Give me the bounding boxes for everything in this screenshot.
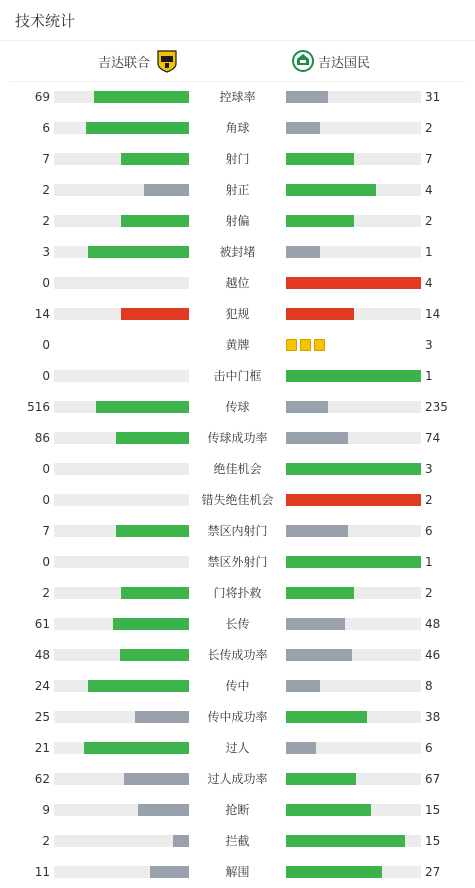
away-bar-fill <box>286 215 354 227</box>
stat-row <box>0 175 475 206</box>
stat-row <box>0 578 475 609</box>
home-stat-value: 6 <box>42 121 50 135</box>
stat-label: 禁区外射门 <box>207 555 268 569</box>
home-stat-bar <box>54 432 189 444</box>
away-stat-value: 4 <box>425 183 433 197</box>
away-bar-fill <box>286 432 348 444</box>
home-stat-value: 7 <box>42 524 50 538</box>
away-bar-fill <box>286 91 328 103</box>
away-bar-fill <box>286 773 356 785</box>
home-stat-value: 48 <box>34 648 50 662</box>
yellow-card-icon <box>300 339 311 351</box>
stat-row <box>0 485 475 516</box>
home-bar-fill <box>121 308 189 320</box>
stat-row <box>0 237 475 268</box>
away-bar-fill <box>286 184 376 196</box>
stat-label: 解围 <box>225 865 250 879</box>
stat-label: 传中成功率 <box>207 710 268 724</box>
home-stat-value: 11 <box>34 865 50 879</box>
home-stat-bar <box>54 742 189 754</box>
home-stat-value: 0 <box>42 462 50 476</box>
home-bar-fill <box>173 835 189 847</box>
away-stat-bar <box>286 494 421 506</box>
stats-list <box>0 82 475 888</box>
away-stat-bar <box>286 246 421 258</box>
home-stat-value: 21 <box>34 741 50 755</box>
yellow-card-icon <box>314 339 325 351</box>
stat-label: 抢断 <box>225 803 250 817</box>
home-bar-fill <box>94 91 189 103</box>
away-stat-bar <box>286 835 421 847</box>
away-stat-value: 38 <box>425 710 441 724</box>
away-stat-bar <box>286 370 421 382</box>
stat-label: 长传成功率 <box>207 648 268 662</box>
home-team-name: 吉达联合 <box>97 55 150 71</box>
away-stat-bar <box>286 401 421 413</box>
stat-label: 犯规 <box>225 307 250 321</box>
away-stat-bar <box>286 804 421 816</box>
away-bar-fill <box>286 618 345 630</box>
home-stat-value: 24 <box>34 679 50 693</box>
home-stat-value: 2 <box>42 214 50 228</box>
home-bar-fill <box>120 649 189 661</box>
away-team-name: 吉达国民 <box>318 55 371 71</box>
home-bar-fill <box>121 215 189 227</box>
stat-row <box>0 702 475 733</box>
home-stat-bar <box>54 525 189 537</box>
away-bar-fill <box>286 525 348 537</box>
away-bar-fill <box>286 277 421 289</box>
home-stat-bar <box>54 370 189 382</box>
away-stat-value: 14 <box>425 307 441 321</box>
away-stat-value: 7 <box>425 152 433 166</box>
away-stat-bar <box>286 866 421 878</box>
stat-row <box>0 299 475 330</box>
team-header <box>10 41 465 82</box>
away-stat-value: 27 <box>425 865 441 879</box>
away-bar-fill <box>286 463 421 475</box>
stat-row <box>0 640 475 671</box>
stat-label: 传中 <box>225 679 250 693</box>
away-stat-bar <box>286 525 421 537</box>
stat-row <box>0 82 475 113</box>
stat-row <box>0 144 475 175</box>
stat-label: 被封堵 <box>219 245 256 259</box>
home-bar-fill <box>121 153 189 165</box>
home-stat-bar <box>54 866 189 878</box>
home-stat-bar <box>54 308 189 320</box>
away-bar-fill <box>286 556 421 568</box>
stat-label: 黄牌 <box>225 338 250 352</box>
home-bar-fill <box>88 680 189 692</box>
stat-label: 角球 <box>225 121 250 135</box>
away-stat-value: 8 <box>425 679 433 693</box>
stat-row <box>0 609 475 640</box>
home-stat-bar <box>54 556 189 568</box>
home-stat-bar <box>54 463 189 475</box>
al-ittihad-crest-icon <box>156 49 178 73</box>
away-stat-value: 1 <box>425 369 433 383</box>
home-bar-fill <box>124 773 189 785</box>
away-bar-fill <box>286 804 371 816</box>
away-stat-bar <box>286 432 421 444</box>
away-stat-bar <box>286 184 421 196</box>
away-bar-fill <box>286 153 354 165</box>
home-stat-bar <box>54 773 189 785</box>
away-stat-value: 3 <box>425 338 433 352</box>
stat-label: 拦截 <box>225 834 250 848</box>
away-stat-bar <box>286 742 421 754</box>
away-stat-bar <box>286 711 421 723</box>
stat-row <box>0 826 475 857</box>
home-stat-value: 2 <box>42 834 50 848</box>
home-stat-bar <box>54 494 189 506</box>
home-bar-fill <box>86 122 189 134</box>
away-bar-fill <box>286 835 405 847</box>
stat-label: 传球成功率 <box>207 431 268 445</box>
home-stat-value: 7 <box>42 152 50 166</box>
away-stat-bar <box>286 556 421 568</box>
away-stat-bar <box>286 463 421 475</box>
stat-label: 控球率 <box>219 90 256 104</box>
stat-row <box>0 454 475 485</box>
home-stat-value: 0 <box>42 369 50 383</box>
away-stat-value: 4 <box>425 276 433 290</box>
away-stat-value: 235 <box>425 400 448 414</box>
home-team <box>98 41 178 81</box>
stat-label: 射门 <box>225 152 250 166</box>
home-stat-value: 9 <box>42 803 50 817</box>
home-stat-bar <box>54 122 189 134</box>
away-bar-fill <box>286 711 367 723</box>
home-bar-fill <box>84 742 189 754</box>
away-stat-bar <box>286 680 421 692</box>
yellow-cards <box>286 339 325 351</box>
stat-row <box>0 516 475 547</box>
home-bar-fill <box>138 804 189 816</box>
away-stat-value: 2 <box>425 493 433 507</box>
stat-label: 错失绝佳机会 <box>201 493 274 507</box>
away-stat-bar <box>286 618 421 630</box>
away-stat-value: 48 <box>425 617 441 631</box>
away-bar-fill <box>286 494 421 506</box>
away-bar-fill <box>286 401 328 413</box>
away-bar-fill <box>286 649 352 661</box>
stat-row <box>0 268 475 299</box>
away-stat-bar <box>286 773 421 785</box>
home-stat-value: 0 <box>42 555 50 569</box>
stat-label: 越位 <box>225 276 250 290</box>
stat-row <box>0 113 475 144</box>
home-bar-fill <box>116 525 189 537</box>
home-stat-value: 0 <box>42 276 50 290</box>
home-stat-bar <box>54 618 189 630</box>
away-stat-bar <box>286 153 421 165</box>
stat-row <box>0 361 475 392</box>
away-stat-bar <box>286 91 421 103</box>
home-stat-bar <box>54 804 189 816</box>
home-stat-value: 69 <box>34 90 50 104</box>
home-stat-bar <box>54 587 189 599</box>
away-stat-value: 1 <box>425 245 433 259</box>
away-bar-fill <box>286 122 320 134</box>
away-bar-fill <box>286 742 316 754</box>
stat-label: 击中门框 <box>213 369 262 383</box>
stat-label: 过人成功率 <box>207 772 268 786</box>
away-stat-value: 2 <box>425 586 433 600</box>
home-bar-fill <box>150 866 189 878</box>
home-bar-fill <box>96 401 189 413</box>
stat-row <box>0 330 475 361</box>
home-bar-fill <box>144 184 189 196</box>
away-stat-value: 2 <box>425 121 433 135</box>
stat-row <box>0 206 475 237</box>
away-stat-value: 31 <box>425 90 441 104</box>
home-stat-bar <box>54 711 189 723</box>
away-stat-value: 1 <box>425 555 433 569</box>
section-header <box>0 0 475 41</box>
away-stat-value: 3 <box>425 462 433 476</box>
stat-row <box>0 795 475 826</box>
home-stat-value: 2 <box>42 586 50 600</box>
stat-label: 射偏 <box>225 214 250 228</box>
stat-label: 过人 <box>225 741 250 755</box>
stat-label: 禁区内射门 <box>207 524 268 538</box>
stat-row <box>0 733 475 764</box>
away-stat-value: 46 <box>425 648 441 662</box>
stat-row <box>0 857 475 888</box>
away-stat-bar <box>286 587 421 599</box>
home-stat-value: 61 <box>34 617 50 631</box>
stat-label: 长传 <box>225 617 250 631</box>
stat-row <box>0 671 475 702</box>
home-bar-fill <box>135 711 189 723</box>
home-bar-fill <box>88 246 189 258</box>
stat-row <box>0 547 475 578</box>
home-stat-bar <box>54 91 189 103</box>
home-stat-value: 0 <box>42 338 50 352</box>
stat-label: 传球 <box>225 400 250 414</box>
home-stat-value: 3 <box>42 245 50 259</box>
away-bar-fill <box>286 866 382 878</box>
stat-label: 门将扑救 <box>213 586 262 600</box>
home-stat-value: 14 <box>34 307 50 321</box>
home-stat-bar <box>54 184 189 196</box>
away-stat-value: 67 <box>425 772 441 786</box>
away-stat-value: 74 <box>425 431 441 445</box>
away-stat-value: 6 <box>425 524 433 538</box>
away-stat-value: 15 <box>425 803 441 817</box>
home-stat-bar <box>54 680 189 692</box>
yellow-card-icon <box>286 339 297 351</box>
away-stat-value: 6 <box>425 741 433 755</box>
away-team <box>292 41 370 81</box>
home-stat-value: 25 <box>34 710 50 724</box>
stat-row <box>0 392 475 423</box>
away-stat-bar <box>286 122 421 134</box>
stat-row <box>0 423 475 454</box>
al-ahli-crest-icon <box>292 49 314 73</box>
away-bar-fill <box>286 370 421 382</box>
home-stat-value: 2 <box>42 183 50 197</box>
page-title: 技术统计 <box>15 11 76 30</box>
home-stat-bar <box>54 835 189 847</box>
home-stat-bar <box>54 215 189 227</box>
away-stat-value: 15 <box>425 834 441 848</box>
away-stat-bar <box>286 215 421 227</box>
home-bar-fill <box>113 618 189 630</box>
away-stat-bar <box>286 649 421 661</box>
away-stat-bar <box>286 277 421 289</box>
home-stat-value: 86 <box>34 431 50 445</box>
home-stat-value: 62 <box>34 772 50 786</box>
home-stat-value: 516 <box>27 400 50 414</box>
home-stat-bar <box>54 401 189 413</box>
home-bar-fill <box>121 587 189 599</box>
home-stat-bar <box>54 277 189 289</box>
away-bar-fill <box>286 246 320 258</box>
away-bar-fill <box>286 587 354 599</box>
stat-label: 射正 <box>225 183 250 197</box>
home-bar-fill <box>116 432 189 444</box>
home-stat-bar <box>54 649 189 661</box>
home-stat-bar <box>54 153 189 165</box>
stat-row <box>0 764 475 795</box>
away-bar-fill <box>286 680 320 692</box>
home-stat-bar <box>54 246 189 258</box>
away-bar-fill <box>286 308 354 320</box>
away-stat-bar <box>286 308 421 320</box>
away-stat-value: 2 <box>425 214 433 228</box>
stat-label: 绝佳机会 <box>213 462 262 476</box>
home-stat-value: 0 <box>42 493 50 507</box>
